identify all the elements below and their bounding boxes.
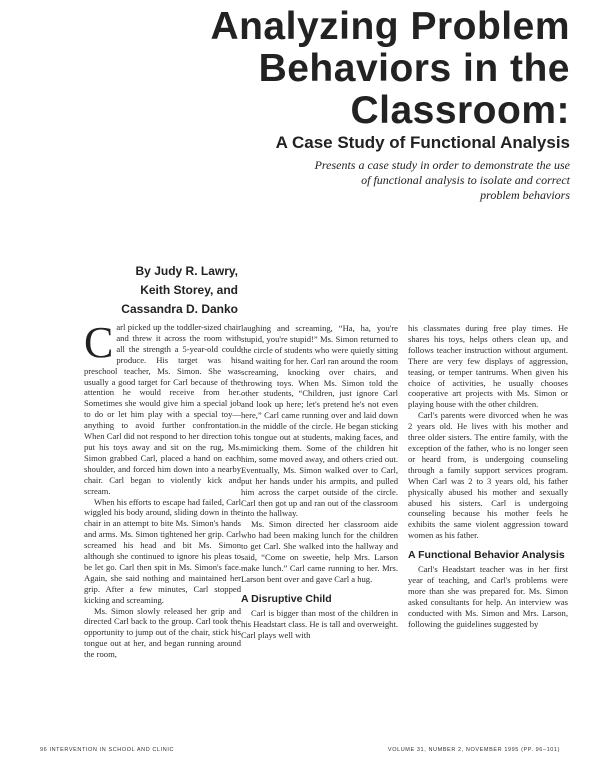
abstract-line: problem behaviors [480, 188, 570, 202]
author-line: Keith Storey, and [140, 283, 238, 297]
author-byline [88, 262, 238, 319]
body-paragraph: Ms. Simon slowly released her grip and directed Carl back to the group. Carl took the opportunity to jump out of the chair, stick his tongue out at her, and began running around the room, [84, 605, 241, 660]
author-line: Cassandra D. Danko [121, 302, 238, 316]
title-line: Behaviors in the [258, 47, 570, 90]
article-abstract [210, 158, 570, 203]
article-title [50, 6, 570, 132]
body-paragraph: Carl is bigger than most of the children in his Headstart class. He is tall and overweight. Carl plays well with [241, 607, 398, 640]
abstract-line: Presents a case study in order to demonstrate the use [314, 158, 570, 172]
body-column-1 [84, 318, 241, 660]
section-heading: A Disruptive Child [241, 592, 332, 605]
title-line: Analyzing Problem [210, 5, 570, 48]
body-paragraph: Carl's parents were divorced when he was 2 years old. He lives with his mother and three older sisters. The entire family, with the exception of the father, who is no longer seen or heard from, is undergoing counseling through a family support services program. When Carl was 2 to 3 years old, his father physically abused his mother and sexually abused his sisters. Carl is undergoing counseling because his mother feels he exhibits the same violent aggression toward women as his father. [408, 410, 568, 541]
abstract-line: of functional analysis to isolate and correct [361, 173, 570, 187]
body-paragraph: When his efforts to escape had failed, Carl wiggled his body around, sliding down in the chair in an attempt to bite Ms. Simon's hands and arms. Ms. Simon tightened her grip. Carl screamed his head and bit Ms. Simon although she continued to ignore his pleas to be let go. Carl then spit in Ms. Simon's face. Again, she said nothing and maintained her grip. After a few minutes, Carl stopped kicking and screaming. [84, 496, 241, 605]
drop-cap: C [84, 318, 114, 367]
body-paragraph: Ms. Simon directed her classroom aide who had been making lunch for the children to get Carl. She walked into the hallway and said, “Come on sweetie, help Mrs. Larson make lunch.” Carl came running to her. Mrs. Larson bent over and gave Carl a hug. [241, 519, 398, 584]
body-paragraph [84, 318, 241, 497]
body-column-2 [241, 323, 398, 640]
author-line: By Judy R. Lawry, [135, 264, 238, 278]
title-line: Classroom: [350, 89, 570, 132]
page-footer-left: 96 INTERVENTION IN SCHOOL AND CLINIC [40, 747, 175, 753]
paragraph-text: arl picked up the toddler-sized chair and threw it across the room with all the strength a 5-year-old could produce. His target was his preschool teacher, Ms. Simon. She was usually a good target for Carl because of the attention he would receive from her. Sometimes she would give him a special job to do or let him play with a special toy—anything to avoid further confrontation. When Carl did not respond to her direction to put his toys away and sit on the rug, Ms. Simon grabbed Carl, placed a hand on each shoulder, and forced him down into a nearby chair. Carl began to violently kick and scream. [84, 322, 241, 496]
body-paragraph: his classmates during free play times. He shares his toys, helps others clean up, and follows teacher instruction without argument. There are very few displays of aggression, teasing, or temper tantrums. When given his choice of activities, he usually chooses cooperative art projects with Ms. Simon or playing house with the other children. [408, 323, 568, 410]
body-paragraph: laughing and screaming, “Ha, ha, you're stupid, you're stupid!” Ms. Simon returned to the circle of students who were quietly sitting and waiting for her. Carl ran around the room screaming, knocking over chairs, and throwing toys. When Ms. Simon told the other students, “Children, just ignore Carl and look up here; let's pretend he's not even here,” Carl came running over and laid down in the middle of the circle. He began sticking his tongue out at students, making faces, and mimicking them. Some of the children hit him, some moved away, and others cried out. Eventually, Ms. Simon walked over to Carl, put her hands under his armpits, and pulled him across the carpet outside of the circle. Carl then got up and ran out of the classroom into the hallway. [241, 323, 398, 519]
body-paragraph: Carl's Headstart teacher was in her first year of teaching, and Carl's problems were more than she was prepared for. Ms. Simon asked consultants for help. An interview was conducted with Ms. Simon and Mrs. Larson, following the guidelines suggested by [408, 564, 568, 629]
body-column-3 [408, 323, 568, 630]
section-heading: A Functional Behavior Analysis [408, 549, 565, 562]
page-footer-right: VOLUME 31, NUMBER 2, NOVEMBER 1995 (PP. 96–101) [387, 747, 560, 753]
article-subtitle: A Case Study of Functional Analysis [275, 133, 570, 152]
